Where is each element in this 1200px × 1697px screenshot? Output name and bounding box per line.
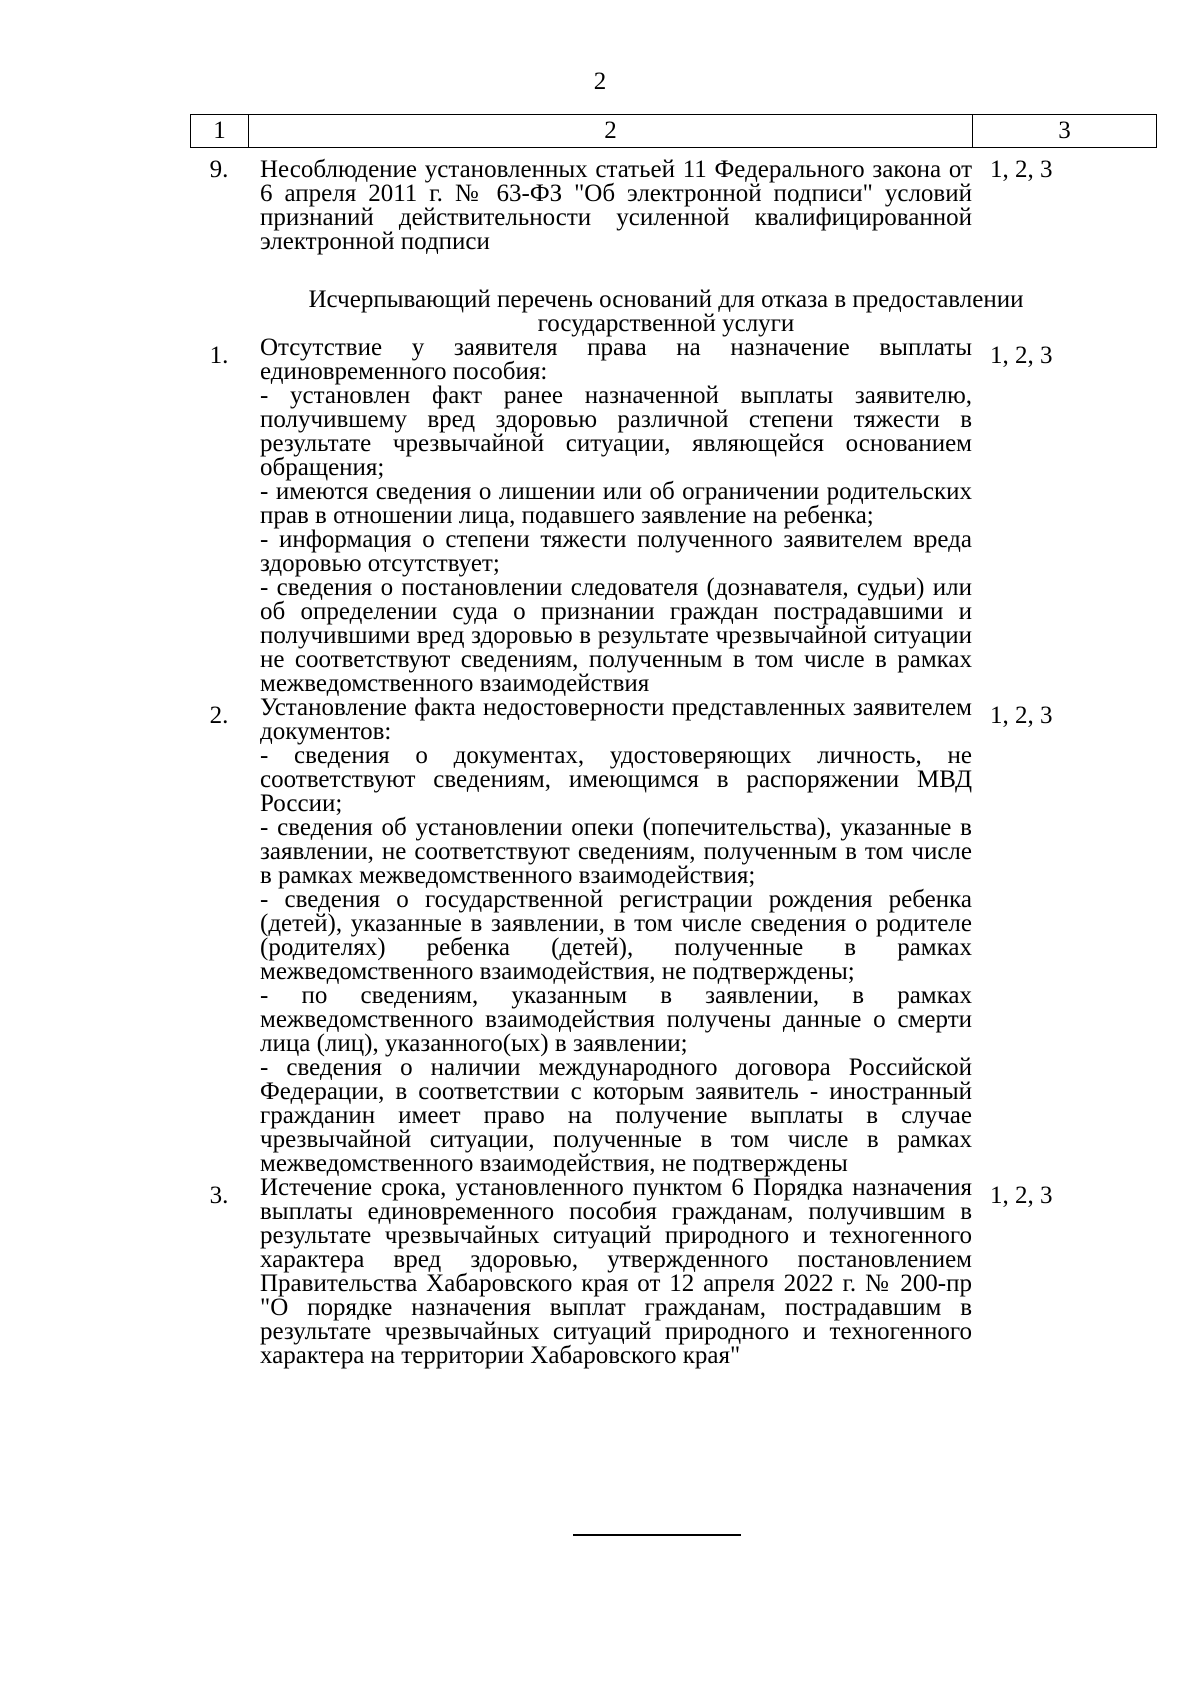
table-header [190,114,1157,148]
document-body [190,158,1156,1368]
item-1-text [248,336,972,696]
item-9-refs: 1, 2, 3 [990,156,1053,183]
header-col-2: 2 [249,115,973,148]
item-1-paragraph: - сведения о постановлении следователя (дознавателя, судьи) или об определении суда о признании граждан пострадавшими и получившими вред здоровью в результате чрезвычайной ситуации не соответствуют сведениям, полученным в том числе в рамках межведомственного взаимодействия [260,574,972,697]
closing-divider [573,1534,741,1536]
section-title: Исчерпывающий перечень оснований для отказа в предоставлении государственной услуги [308,286,1024,337]
item-3-text [248,1176,972,1368]
item-1-paragraph: - имеются сведения о лишении или об ограничении родительских прав в отношении лица, подавшего заявление на ребенка; [260,478,972,529]
item-2-paragraph: - сведения о государственной регистрации рождения ребенка (детей), указанные в заявлении, в том числе сведения о родителе (родителях) ребенка (детей), полученные в рамках межведомственного взаимодействия, не подтверждены; [260,886,972,985]
item-1-row [190,336,1156,696]
item-9-text [248,158,972,254]
item-1-paragraph: - установлен факт ранее назначенной выплаты заявителю, получившему вред здоровью различной степени тяжести в результате чрезвычайной ситуации, являющейся основанием обращения; [260,382,972,481]
header-col-3: 3 [973,115,1157,148]
item-9-row [190,158,1156,254]
item-2-text [248,696,972,1176]
item-1-paragraph: - информация о степени тяжести полученного заявителем вреда здоровью отсутствует; [260,526,972,577]
item-3-row [190,1176,1156,1368]
item-1-paragraph: Отсутствие у заявителя права на назначение выплаты единовременного пособия: [260,334,972,385]
item-3-refs: 1, 2, 3 [990,1182,1053,1209]
item-9-number: 9. [209,156,229,183]
item-1-number: 1. [209,342,229,369]
item-2-paragraph: - сведения об установлении опеки (попечительства), указанные в заявлении, не соответствуют сведениям, полученным в том числе в рамках межведомственного взаимодействия; [260,814,972,889]
item-2-paragraph: - сведения о наличии международного договора Российской Федерации, в соответствии с которым заявитель - иностранный гражданин имеет право на получение выплаты в случае чрезвычайной ситуации, полученные в том числе в рамках межведомственного взаимодействия, не подтверждены [260,1054,972,1177]
item-2-number: 2. [209,702,229,729]
item-2-refs: 1, 2, 3 [990,702,1053,729]
item-3-number: 3. [209,1182,229,1209]
item-3-paragraph: Истечение срока, установленного пунктом 6 Порядка назначения выплаты единовременного пособия гражданам, получившим в результате чрезвычайных ситуаций природного и техногенного характера вред здоровью, утвержденного постановлением Правительства Хабаровского края от 12 апреля 2022 г. № 200-пр "О порядке назначения выплат гражданам, пострадавшим в результате чрезвычайных ситуаций природного и техногенного характера на территории Хабаровского края" [260,1174,972,1369]
item-2-paragraph: - сведения о документах, удостоверяющих личность, не соответствуют сведениям, имеющимся в распоряжении МВД России; [260,742,972,817]
page-number: 2 [593,68,607,95]
item-2-paragraph: - по сведениям, указанным в заявлении, в рамках межведомственного взаимодействия получены данные о смерти лица (лиц), указанного(ых) в заявлении; [260,982,972,1057]
item-1-refs: 1, 2, 3 [990,342,1053,369]
item-2-paragraph: Установление факта недостоверности представленных заявителем документов: [260,694,972,745]
item-2-row [190,696,1156,1176]
header-col-1: 1 [191,115,249,148]
item-9-paragraph: Несоблюдение установленных статьей 11 Федерального закона от 6 апреля 2011 г. № 63-ФЗ "Об электронной подписи" условий признаний действительности усиленной квалифицированной электронной подписи [260,156,972,255]
